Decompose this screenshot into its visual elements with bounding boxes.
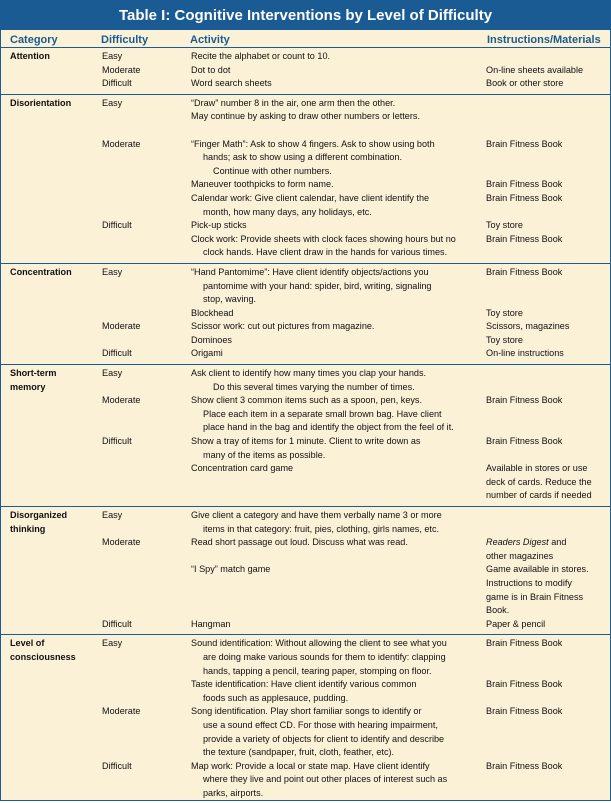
difficulty-cell: Difficult xyxy=(92,347,181,364)
header-row xyxy=(1,30,610,48)
materials-cell: Brain Fitness Book xyxy=(479,233,610,264)
difficulty-cell: Difficult xyxy=(102,760,132,771)
materials-cell: Brain Fitness Book xyxy=(486,760,563,771)
difficulty-cell: Difficult xyxy=(92,77,181,94)
materials-cell: Brain Fitness Book xyxy=(486,266,563,277)
table-row xyxy=(1,536,610,563)
materials-cell: Brain Fitness Book xyxy=(486,706,563,717)
category-concentration: Concentration xyxy=(10,266,72,277)
difficulty-cell: Moderate xyxy=(102,64,141,75)
table-row xyxy=(1,334,610,348)
category-level-of-consciousness: Level of consciousness xyxy=(10,638,76,662)
activity-cell: Concentration card game xyxy=(181,462,479,506)
table-row xyxy=(1,94,610,137)
materials-cell: Available in stores or use deck of cards. Reduce the number of cards if needed xyxy=(479,462,610,506)
materials-cell: On-line sheets available xyxy=(486,64,584,75)
category-disorganized-thinking: Disorganized thinking xyxy=(10,510,68,534)
table-row xyxy=(1,138,610,179)
materials-cell: Scissors, magazines xyxy=(486,321,570,332)
table-row xyxy=(1,178,610,192)
activity-cell: “Hand Pantomime”: Have client identify objects/actions you pantomime with your hand: spider, bird, writing, signaling stop, waving. xyxy=(191,266,432,305)
table-row xyxy=(1,462,610,506)
header-materials: Instructions/Materials xyxy=(479,30,610,48)
table-row xyxy=(1,320,610,334)
activity-cell: Taste identification: Have client identify various common foods such as applesauce, pudding. xyxy=(191,679,417,703)
table-row xyxy=(1,435,610,462)
difficulty-cell: Easy xyxy=(102,638,123,649)
table-row xyxy=(1,64,610,78)
activity-cell: Calendar work: Give client calendar, have client identify the month, how many days, any holidays, etc. xyxy=(191,192,430,217)
materials-cell: Toy store xyxy=(486,220,523,231)
table-row xyxy=(1,563,610,617)
activity-cell: Song identification. Play short familiar songs to identify or use a sound effect CD. For those with hearing impairment, provide a variety of objects for client to identify and describe the texture (sandpaper, fruit, cloth, feather, etc). xyxy=(191,706,445,758)
table-row xyxy=(1,678,610,705)
activity-cell: Origami xyxy=(181,347,479,364)
table-row xyxy=(1,365,610,395)
interventions-table xyxy=(1,30,610,803)
difficulty-cell: Difficult xyxy=(102,436,132,447)
materials-cell: Paper & pencil xyxy=(479,618,610,635)
difficulty-cell: Easy xyxy=(102,266,123,277)
table-row xyxy=(1,307,610,321)
difficulty-cell: Moderate xyxy=(102,395,141,406)
materials-cell: Brain Fitness Book xyxy=(486,138,563,149)
activity-cell: Recite the alphabet or count to 10. xyxy=(191,51,331,61)
difficulty-cell: Moderate xyxy=(102,706,141,717)
activity-cell: Dot to dot xyxy=(191,64,231,75)
activity-cell: Hangman xyxy=(181,618,479,635)
table-row xyxy=(1,233,610,264)
activity-cell: Scissor work: cut out pictures from magazine. xyxy=(191,321,375,332)
table-row xyxy=(1,219,610,233)
materials-cell: Brain Fitness Book xyxy=(486,395,563,406)
activity-cell: Map work: Provide a local or state map. Have client identify where they live and point out other places of interest such as parks, airports. xyxy=(191,760,448,798)
activity-cell: Read short passage out loud. Discuss what was read. xyxy=(191,537,408,548)
activity-cell: Word search sheets xyxy=(181,77,479,94)
materials-cell: On-line instructions xyxy=(479,347,610,364)
table-row xyxy=(1,192,610,219)
difficulty-cell: Moderate xyxy=(102,537,141,548)
activity-cell: Dominoes xyxy=(191,334,232,345)
difficulty-cell: Easy xyxy=(102,51,123,61)
difficulty-cell: Difficult xyxy=(102,220,132,231)
table-row xyxy=(1,394,610,435)
activity-cell: Give client a category and have them verbally name 3 or more items in that category: fruit, pies, clothing, girls names, etc. xyxy=(191,510,442,534)
difficulty-cell: Easy xyxy=(102,510,123,520)
header-activity: Activity xyxy=(181,30,479,48)
activity-cell: Sound identification: Without allowing the client to see what you are doing make various sounds for them to identify: clapping hands, tapping a pencil, tearing paper, stomping on floor. xyxy=(191,638,447,676)
materials-cell: Readers Digest and other magazines xyxy=(486,537,567,561)
table-row xyxy=(1,618,610,635)
materials-cell: Brain Fitness Book xyxy=(486,192,563,203)
activity-cell: “Draw” number 8 in the air, one arm then the other. May continue by asking to draw other numbers or letters. xyxy=(191,97,420,122)
table-row xyxy=(1,705,610,759)
difficulty-cell: Difficult xyxy=(92,618,181,635)
materials-cell: Brain Fitness Book xyxy=(486,179,563,190)
materials-cell: Toy store xyxy=(486,334,523,345)
materials-cell: Toy store xyxy=(486,307,523,318)
difficulty-cell: Easy xyxy=(102,97,123,108)
activity-cell: Show client 3 common items such as a spoon, pen, keys. Place each item in a separate small brown bag. Have client place hand in the bag and identify the object from the feel of it. xyxy=(191,395,454,433)
category-attention: Attention xyxy=(10,51,50,61)
table-row xyxy=(1,347,610,364)
table-row xyxy=(1,507,610,537)
table-row xyxy=(1,760,610,803)
materials-cell: Brain Fitness Book xyxy=(486,436,563,447)
materials-cell xyxy=(479,48,610,64)
activity-cell: Clock work: Provide sheets with clock faces showing hours but no clock hands. Have client draw in the hands for various times. xyxy=(181,233,479,264)
materials-cell: Brain Fitness Book xyxy=(486,638,563,649)
category-disorientation: Disorientation xyxy=(10,97,72,108)
difficulty-cell: Easy xyxy=(102,368,123,379)
materials-cell: Game available in stores. Instructions to modify game is in Brain Fitness Book. xyxy=(486,564,589,616)
materials-cell: Brain Fitness Book xyxy=(486,679,563,690)
table-row xyxy=(1,263,610,306)
activity-cell: Maneuver toothpicks to form name. xyxy=(191,179,334,190)
table-row xyxy=(1,48,610,64)
header-difficulty: Difficulty xyxy=(92,30,181,48)
table-title: Table I: Cognitive Interventions by Level of Difficulty xyxy=(1,1,610,30)
difficulty-cell: Moderate xyxy=(102,138,141,149)
activity-cell: Blockhead xyxy=(191,307,234,318)
activity-cell: “I Spy” match game xyxy=(191,564,271,575)
materials-cell: Book or other store xyxy=(479,77,610,94)
activity-cell: Pick-up sticks xyxy=(191,220,247,231)
category-short-term-memory: Short-term memory xyxy=(10,368,57,392)
activity-cell: “Finger Math”: Ask to show 4 fingers. Ask to show using both hands; ask to show using a different combination. Continue with other numbers. xyxy=(191,138,435,176)
header-category: Category xyxy=(1,30,92,48)
table-row xyxy=(1,635,610,678)
difficulty-cell: Moderate xyxy=(102,321,141,332)
table-row xyxy=(1,77,610,94)
activity-cell: Ask client to identify how many times you clap your hands. Do this several times varying the number of times. xyxy=(191,368,427,392)
activity-cell: Show a tray of items for 1 minute. Client to write down as many of the items as possible. xyxy=(191,436,421,460)
